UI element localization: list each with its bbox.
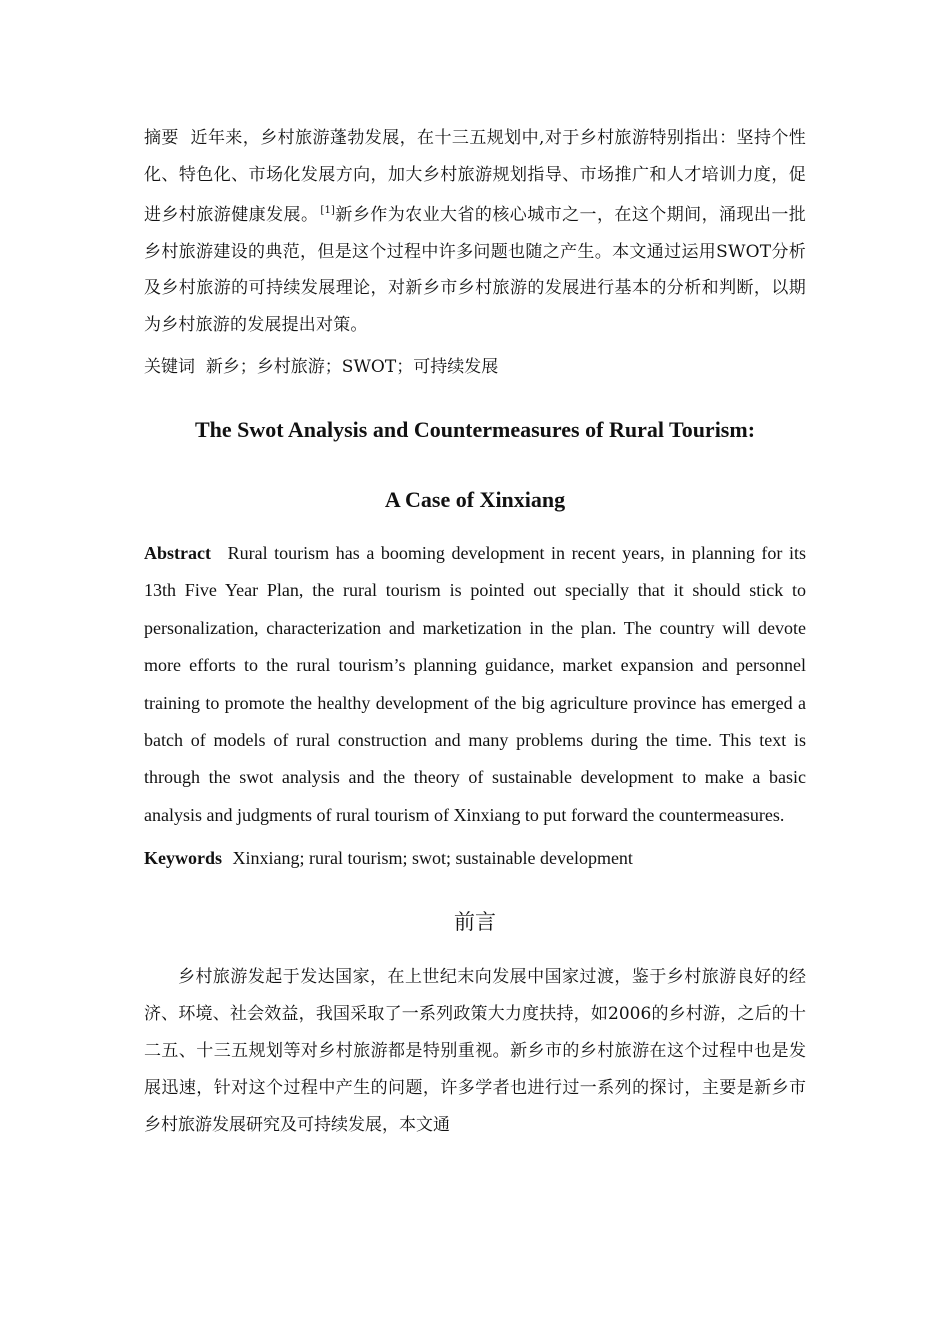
english-title (144, 395, 806, 535)
keywords-en-text: Xinxiang; rural tourism; swot; sustainable development (232, 848, 633, 869)
english-title-line1: The Swot Analysis and Countermeasures of Rural Tourism: (194, 417, 756, 442)
english-title-line2: A Case of Xinxiang (384, 487, 566, 512)
abstract-en-label: Abstract (144, 543, 211, 563)
abstract-cn (144, 120, 806, 343)
abstract-cn-label: 摘要 (144, 128, 179, 148)
citation-ref[interactable]: [1] (320, 205, 336, 216)
preface-heading: 前言 (454, 910, 496, 935)
keywords-cn-text: 新乡；乡村旅游；SWOT；可持续发展 (205, 357, 499, 377)
preface-body: 乡村旅游发起于发达国家，在上世纪末向发展中国家过渡，鉴于乡村旅游良好的经济、环境、社会效益，我国采取了一系列政策大力度扶持，如2006的乡村游，之后的十二五、十三五规划等对乡村旅游都是特别重视。新乡市的乡村旅游在这个过程中也是发展迅速，针对这个过程中产生的问题，许多学者也进行过一系列的探讨，主要是新乡市乡村旅游发展研究及可持续发展，本文通 (144, 967, 806, 1136)
keywords-cn (144, 349, 806, 385)
abstract-cn-text-1: 近年来，乡村旅游蓬勃发展，在十三五规划中,对于乡村旅游特别指出：坚持个性化、特色化、市场化发展方向，加大乡村旅游规划指导、市场推广和人才培训力度，促进乡村旅游健康发展。 (144, 128, 806, 225)
abstract-en-text: Rural tourism has a booming development in recent years, in planning for its 13th Five Year Plan, the rural tourism is pointed out specially that it should stick to personalization, characterization and marketization in the plan. The country will devote more efforts to the rural tourism’s planning guidance, market expansion and personnel training to promote the healthy development of the big agriculture province has emerged a batch of models of rural construction and many problems during the time. This text is through the swot analysis and the theory of sustainable development to make a basic analysis and judgments of rural tourism of Xinxiang to put forward the countermeasures. (144, 543, 806, 825)
keywords-cn-label: 关键词 (144, 357, 195, 377)
abstract-en (144, 535, 806, 834)
abstract-cn-text-2: 新乡作为农业大省的核心城市之一，在这个期间，涌现出一批乡村旅游建设的典范，但是这个过程中许多问题也随之产生。本文通过运用SWOT分析及乡村旅游的可持续发展理论，对新乡市乡村旅游的发展进行基本的分析和判断，以期为乡村旅游的发展提出对策。 (144, 205, 806, 335)
keywords-en-label: Keywords (144, 848, 222, 869)
keywords-en (144, 840, 806, 877)
document-page (144, 120, 806, 1144)
